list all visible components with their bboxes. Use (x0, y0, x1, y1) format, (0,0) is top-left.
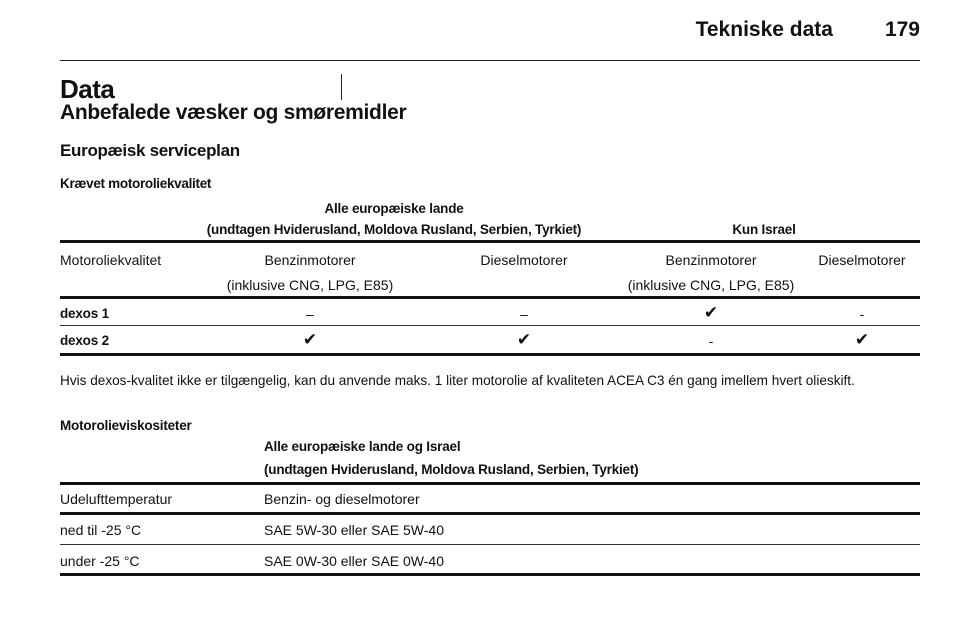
cell-dexos1-petrol-israel: ✔ (703, 303, 719, 322)
cell-dexos2-petrol: ✔ (302, 330, 318, 349)
table1-header-rule (60, 240, 920, 243)
cell-dexos1-petrol: – (306, 306, 314, 322)
heading-oil-quality: Krævet motoroliekvalitet (60, 176, 212, 191)
heading-fluids: Anbefalede væsker og smøremidler (60, 101, 407, 124)
table1-bottom-rule (60, 353, 920, 356)
margin-mark (341, 74, 342, 100)
col-diesel-israel: Dieselmotorer (818, 252, 906, 268)
col-quality: Motoroliekvalitet (60, 252, 162, 268)
table1-body-rule (60, 296, 920, 299)
page-number: 179 (884, 18, 920, 41)
table2-bottom-rule (60, 573, 920, 576)
cell-dexos2-petrol-israel: - (708, 333, 714, 349)
group-header-all-line2: (undtagen Hviderusland, Moldova Rusland, Serbien, Tyrkiet) (206, 222, 582, 237)
col-petrol: Benzinmotorer (264, 252, 356, 268)
table2-row-rule (60, 544, 920, 545)
page-header (696, 18, 920, 42)
group-header-viscosity-line2: (undtagen Hviderusland, Moldova Rusland, Serbien, Tyrkiet) (264, 462, 639, 477)
heading-service-plan: Europæisk serviceplan (60, 141, 240, 160)
row-label-dexos2: dexos 2 (60, 333, 109, 348)
row-temp-down-to-25: ned til -25 °C (60, 522, 142, 538)
row-temp-below-25: under -25 °C (60, 553, 140, 569)
cell-dexos2-diesel: ✔ (516, 330, 532, 349)
table2-header-rule (60, 482, 920, 485)
col-petrol-israel: Benzinmotorer (665, 252, 757, 268)
dexos-note: Hvis dexos-kvalitet ikke er tilgængelig, kan du anvende maks. 1 liter motorolie af kvaliteten ACEA C3 én gang imellem hvert olieskift. (60, 373, 855, 388)
cell-dexos1-diesel: – (520, 306, 528, 322)
table1-row-rule (60, 325, 920, 326)
col-engines: Benzin- og dieselmotorer (264, 491, 420, 507)
row-value-below-25: SAE 0W-30 eller SAE 0W-40 (264, 553, 445, 569)
row-value-down-to-25: SAE 5W-30 eller SAE 5W-40 (264, 522, 445, 538)
section-title: Tekniske data (695, 18, 833, 41)
heading-data: Data (60, 74, 115, 104)
header-rule (60, 60, 920, 61)
cell-dexos1-diesel-israel: - (859, 306, 865, 322)
col-diesel: Dieselmotorer (480, 252, 568, 268)
table2-body-rule (60, 512, 920, 515)
row-label-dexos1: dexos 1 (60, 306, 109, 321)
group-header-all-line1: Alle europæiske lande (324, 201, 464, 216)
col-petrol-sub: (inklusive CNG, LPG, E85) (226, 277, 394, 293)
col-petrol-israel-sub: (inklusive CNG, LPG, E85) (627, 277, 795, 293)
col-temperature: Udelufttemperatur (60, 491, 173, 507)
cell-dexos2-diesel-israel: ✔ (854, 330, 870, 349)
group-header-israel: Kun Israel (732, 222, 796, 237)
group-header-viscosity-line1: Alle europæiske lande og Israel (264, 439, 461, 454)
heading-oil-viscosity: Motorolieviskositeter (60, 418, 192, 433)
